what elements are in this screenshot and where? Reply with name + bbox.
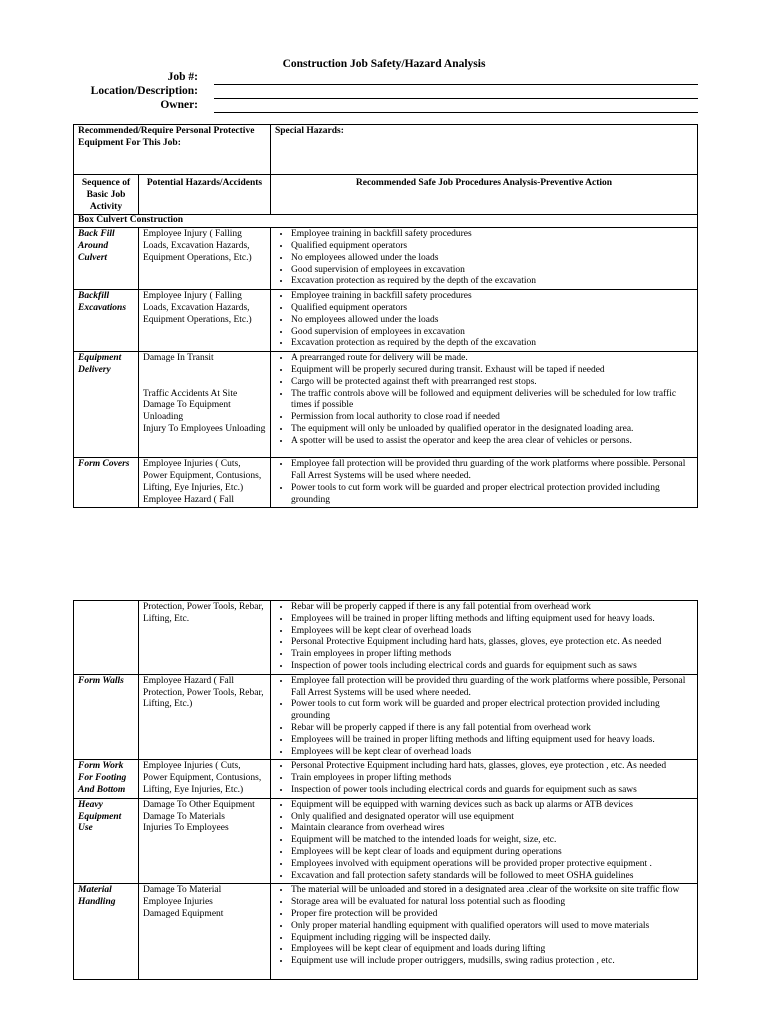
table-row: [74, 884, 698, 980]
hazard-text: Employee Injury ( Falling Loads, Excavation Hazards, Equipment Operations, Etc.): [142, 291, 252, 325]
action-item: • Excavation protection as required by the depth of the excavation: [291, 338, 693, 350]
hazard-text: Damage In Transit: [142, 353, 214, 364]
action-item: • Rebar will be properly capped if there is any fall potential from overhead work: [291, 723, 693, 735]
hazards-cell: [138, 674, 270, 760]
special-hazards-cell: Special Hazards:: [270, 125, 697, 175]
actions-cell: [270, 352, 697, 458]
action-item: • Qualified equipment operators: [291, 303, 693, 315]
hazards-cell: [138, 760, 270, 798]
action-item: • The traffic controls above will be followed and equipment deliveries will be scheduled for low traffic times if possible: [291, 389, 693, 413]
action-item: • Maintain clearance from overhead wires: [291, 823, 693, 835]
hazard-text: Employee Injuries: [142, 897, 213, 908]
actions-cell: [270, 798, 697, 884]
action-item: • Equipment will be matched to the intended loads for weight, size, etc.: [291, 835, 693, 847]
col-header-actions: Recommended Safe Job Procedures Analysis-Preventive Action: [270, 175, 697, 215]
actions-cell: [270, 760, 697, 798]
action-item: • Good supervision of employees in excavation: [291, 327, 693, 339]
action-item: • Employees involved with equipment operations will be provided proper protective equipment .: [291, 859, 693, 871]
table-row: [74, 458, 698, 508]
action-item: • Employee fall protection will be provided thru guarding of the work platforms where possible, Personal Fall Arrest Systems will be used where needed.: [291, 676, 693, 700]
action-item: • Power tools to cut form work will be guarded and proper electrical protection provided including grounding: [291, 699, 693, 723]
action-item: • Employees will be kept clear of overhead loads: [291, 747, 693, 759]
action-item: • Train employees in proper lifting methods: [291, 773, 693, 785]
table-row: [74, 601, 698, 675]
hazard-text: [143, 377, 266, 389]
actions-cell: [270, 601, 697, 675]
table-row: [74, 760, 698, 798]
action-item: • Employee fall protection will be provided thru guarding of the work platforms where possible. Personal Fall Arrest Systems will be used where needed.: [291, 459, 693, 483]
action-item: • Employee training in backfill safety procedures: [291, 291, 693, 303]
hazards-cell: [138, 884, 270, 980]
action-item: • Employee training in backfill safety procedures: [291, 229, 693, 241]
job-activity-cell: Equipment Delivery: [74, 352, 139, 458]
col-header-hazards: Potential Hazards/Accidents: [138, 175, 270, 215]
action-item: • Excavation and fall protection safety standards will be followed to meet OSHA guidelines: [291, 871, 693, 883]
job-activity-cell: Form Covers: [74, 458, 139, 508]
hazard-text: [143, 365, 266, 377]
action-item: • Only proper material handling equipment with qualified operators will used to move materials: [291, 921, 693, 933]
action-item: • Rebar will be properly capped if there is any fall potential from overhead work: [291, 602, 693, 614]
owner-field[interactable]: [214, 112, 698, 113]
action-item: • A prearranged route for delivery will be made.: [291, 353, 693, 365]
action-item: • Cargo will be protected against theft with prearranged rest stops.: [291, 377, 693, 389]
action-item: • Inspection of power tools including electrical cords and guards for equipment such as saws: [291, 785, 693, 797]
hazard-text: Employee Injuries ( Cuts, Power Equipment, Contusions, Lifting, Eye Injuries, Etc.): [142, 459, 262, 493]
action-item: • Equipment use will include proper outriggers, mudsills, swing radius protection , etc.: [291, 956, 693, 968]
action-item: • Proper fire protection will be provided: [291, 909, 693, 921]
hazard-text: Injury To Employees Unloading: [142, 423, 266, 434]
hazard-text: Damage To Equipment Unloading: [142, 400, 231, 423]
hazard-text: Damage To Other Equipment: [142, 799, 255, 810]
hazards-cell: [138, 290, 270, 352]
action-item: • Equipment will be equipped with warning devices such as back up alarms or ATB devices: [291, 800, 693, 812]
job-activity-cell: Back Fill Around Culvert: [74, 228, 139, 290]
hazard-text: Traffic Accidents At Site: [142, 388, 238, 399]
jsa-table-page-1: [73, 124, 698, 508]
action-item: • Employees will be kept clear of loads and equipment during operations: [291, 847, 693, 859]
hazard-text: Damage To Materials: [142, 811, 225, 822]
action-item: • Permission from local authority to close road if needed: [291, 412, 693, 424]
action-item: • Employees will be trained in proper lifting methods and lifting equipment used for heavy loads.: [291, 614, 693, 626]
action-item: • The equipment will only be unloaded by qualified operator in the designated loading area.: [291, 424, 693, 436]
job-activity-cell: Heavy Equipment Use: [74, 798, 139, 884]
action-item: • No employees allowed under the loads: [291, 315, 693, 327]
action-item: • Employees will be kept clear of overhead loads: [291, 626, 693, 638]
hazard-text: Protection, Power Tools, Rebar, Lifting, Etc.: [142, 602, 264, 624]
hazard-text: Employee Injury ( Falling Loads, Excavation Hazards, Equipment Operations, Etc.): [142, 229, 252, 263]
job-activity-cell: Material Handling: [74, 884, 139, 980]
hazards-cell: [138, 601, 270, 675]
section-title: Box Culvert Construction: [74, 215, 698, 228]
action-item: • Personal Protective Equipment including hard hats, glasses, gloves, eye protection , etc. As needed: [291, 761, 693, 773]
action-item: • Personal Protective Equipment including hard hats, glasses, gloves, eye protection etc. As needed: [291, 637, 693, 649]
owner-label: Owner:: [160, 99, 198, 111]
hazard-text: Employee Hazard ( Fall Protection, Power Tools, Rebar, Lifting, Etc.): [142, 675, 264, 710]
table-row: [74, 352, 698, 458]
job-activity-cell: Backfill Excavations: [74, 290, 139, 352]
action-item: • Inspection of power tools including electrical cords and guards for equipment such as saws: [291, 661, 693, 673]
action-item: • Only qualified and designated operator will use equipment: [291, 812, 693, 824]
job-activity-cell: [74, 601, 139, 675]
hazards-cell: [138, 458, 270, 508]
job-number-field[interactable]: [214, 84, 698, 85]
action-item: • Employees will be kept clear of equipment and loads during lifting: [291, 944, 693, 956]
action-item: • A spotter will be used to assist the operator and keep the area clear of vehicles or persons.: [291, 436, 693, 448]
hazard-text: Employee Hazard ( Fall: [142, 494, 234, 505]
table-row: [74, 798, 698, 884]
table-row: [74, 674, 698, 760]
action-item: • No employees allowed under the loads: [291, 253, 693, 265]
action-item: • Storage area will be evaluated for natural loss potential such as flooding: [291, 897, 693, 909]
actions-cell: [270, 228, 697, 290]
action-item: • Power tools to cut form work will be guarded and proper electrical protection provided including grounding: [291, 483, 693, 507]
action-item: • Employees will be trained in proper lifting methods and lifting equipment used for heavy loads.: [291, 735, 693, 747]
table-row: [74, 290, 698, 352]
hazards-cell: [138, 798, 270, 884]
page-title: Construction Job Safety/Hazard Analysis: [282, 58, 486, 70]
table-row: [74, 228, 698, 290]
action-item: • Qualified equipment operators: [291, 241, 693, 253]
location-field[interactable]: [214, 98, 698, 99]
col-header-activity: Sequence of Basic Job Activity: [74, 175, 139, 215]
action-item: • The material will be unloaded and stored in a designated area .clear of the worksite on site traffic flow: [291, 885, 693, 897]
hazard-text: Damaged Equipment: [142, 908, 224, 919]
actions-cell: [270, 884, 697, 980]
jsa-table-page-2: [73, 600, 698, 980]
actions-cell: [270, 458, 697, 508]
hazards-cell: [138, 228, 270, 290]
job-number-label: Job #:: [167, 71, 198, 83]
ppe-cell: Recommended/Require Personal Protective Equipment For This Job:: [74, 125, 271, 175]
job-activity-cell: Form Work For Footing And Bottom: [74, 760, 139, 798]
job-activity-cell: Form Walls: [74, 674, 139, 760]
hazard-text: Employee Injuries ( Cuts, Power Equipment, Contusions, Lifting, Eye Injuries, Etc.): [142, 761, 262, 795]
location-label: Location/Description:: [90, 85, 198, 97]
hazard-text: Injuries To Employees: [142, 823, 229, 834]
actions-cell: [270, 290, 697, 352]
action-item: • Train employees in proper lifting methods: [291, 649, 693, 661]
hazard-text: Damage To Material: [142, 885, 222, 896]
action-item: • Excavation protection as required by the depth of the excavation: [291, 276, 693, 288]
actions-cell: [270, 674, 697, 760]
hazards-cell: [138, 352, 270, 458]
action-item: • Equipment will be properly secured during transit. Exhaust will be taped if needed: [291, 365, 693, 377]
action-item: • Good supervision of employees in excavation: [291, 265, 693, 277]
action-item: • Equipment including rigging will be inspected daily.: [291, 933, 693, 945]
